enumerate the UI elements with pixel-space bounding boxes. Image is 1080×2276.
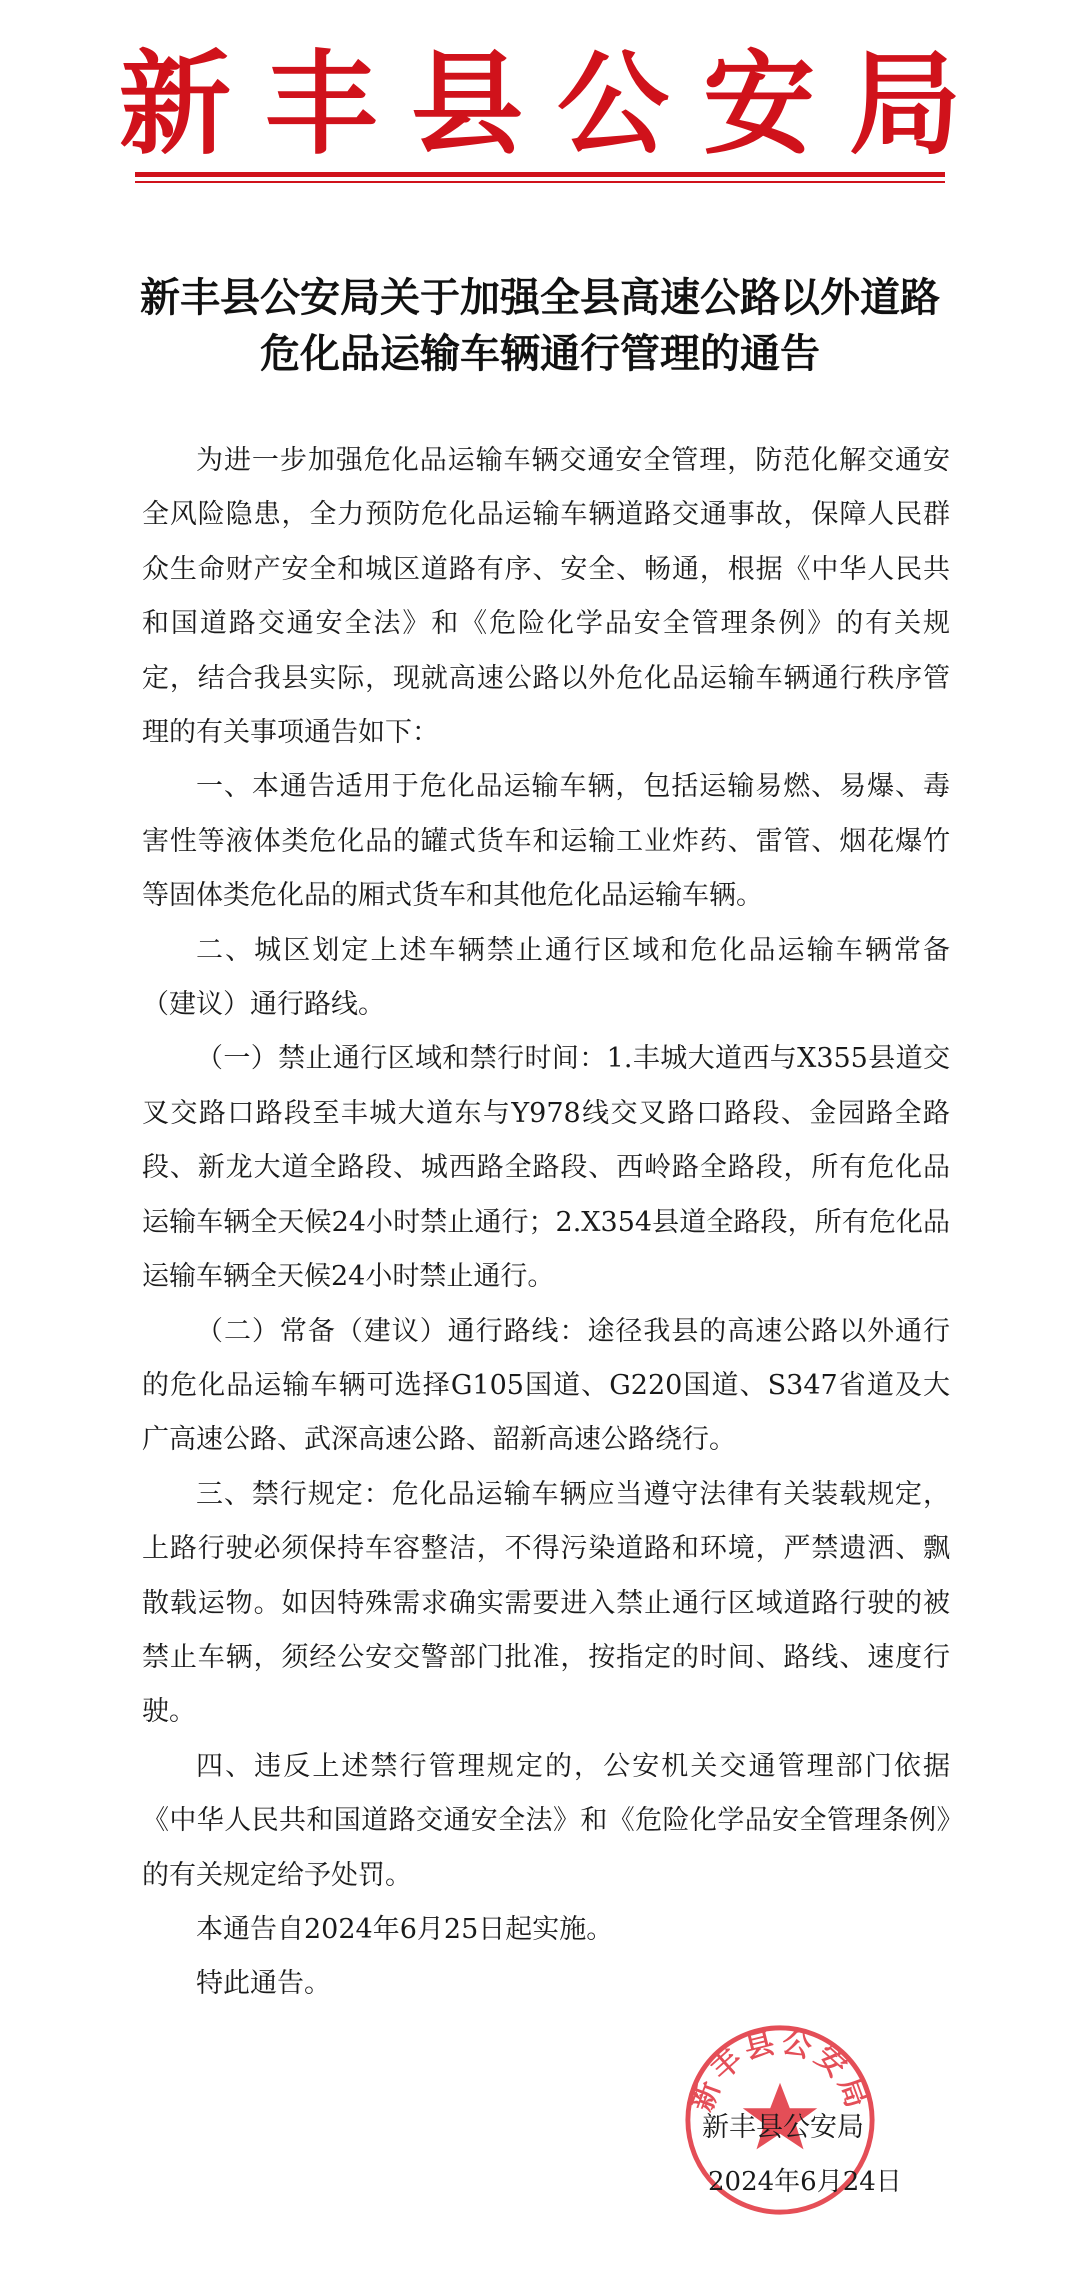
paragraph-item-4: 四、违反上述禁行管理规定的，公安机关交通管理部门依据《中华人民共和国道路交通安全法》和《危险化学品安全管理条例》的有关规定给予处罚。 — [142, 1750, 950, 1891]
paragraph-item-1: 一、本通告适用于危化品运输车辆，包括运输易燃、易爆、毒害性等液体类危化品的罐式货车和运输工业炸药、雷管、烟花爆竹等固体类危化品的厢式货车和其他危化品运输车辆。 — [142, 771, 950, 912]
notice-title — [90, 270, 990, 382]
letterhead-rule-thick — [135, 172, 945, 177]
notice-title-line-2: 危化品运输车辆通行管理的通告 — [260, 330, 820, 377]
notice-body — [142, 434, 950, 2012]
paragraph-closing: 特此通告。 — [196, 1968, 331, 2000]
svg-text:新丰县公安局: 新丰县公安局 — [683, 2023, 877, 2116]
paragraph-item-3: 三、禁行规定：危化品运输车辆应当遵守法律有关装载规定，上路行驶必须保持车容整洁，不得污染道路和环境，严禁遗洒、飘散载运物。如因特殊需求确实需要进入禁止通行区域道路行驶的被禁止车辆，须经公安交警部门批准，按指定的时间、路线、速度行驶。 — [142, 1478, 950, 1728]
letterhead-title: 新丰县公安局 — [119, 39, 995, 170]
signature-org: 新丰县公安局 — [702, 2112, 864, 2143]
paragraph-item-2-1: （一）禁止通行区域和禁行时间：1.丰城大道西与X355县道交叉交路口路段至丰城大道东与Y978线交叉路口路段、金园路全路段、新龙大道全路段、城西路全路段、西岭路全路段，所有危化品运输车辆全天候24小时禁止通行；2.X354县道全路段，所有危化品运输车辆全天候24小时禁止通行。 — [142, 1043, 950, 1293]
paragraph-intro: 为进一步加强危化品运输车辆交通安全管理，防范化解交通安全风险隐患，全力预防危化品运输车辆道路交通事故，保障人民群众生命财产安全和城区道路有序、安全、畅通，根据《中华人民共和国道路交通安全法》和《危险化学品安全管理条例》的有关规定，结合我县实际，现就高速公路以外危化品运输车辆通行秩序管理的有关事项通告如下： — [142, 445, 950, 749]
letterhead-rule-thin — [135, 181, 945, 183]
paragraph-effective-date: 本通告自2024年6月25日起实施。 — [196, 1913, 614, 1945]
signature-date: 2024年6月24日 — [708, 2167, 902, 2197]
notice-title-line-1: 新丰县公安局关于加强全县高速公路以外道路 — [140, 274, 940, 321]
paragraph-item-2-2: （二）常备（建议）通行路线：途径我县的高速公路以外通行的危化品运输车辆可选择G105国道、G220国道、S347省道及大广高速公路、武深高速公路、韶新高速公路绕行。 — [142, 1315, 950, 1456]
paragraph-item-2: 二、城区划定上述车辆禁止通行区域和危化品运输车辆常备（建议）通行路线。 — [142, 934, 950, 1021]
